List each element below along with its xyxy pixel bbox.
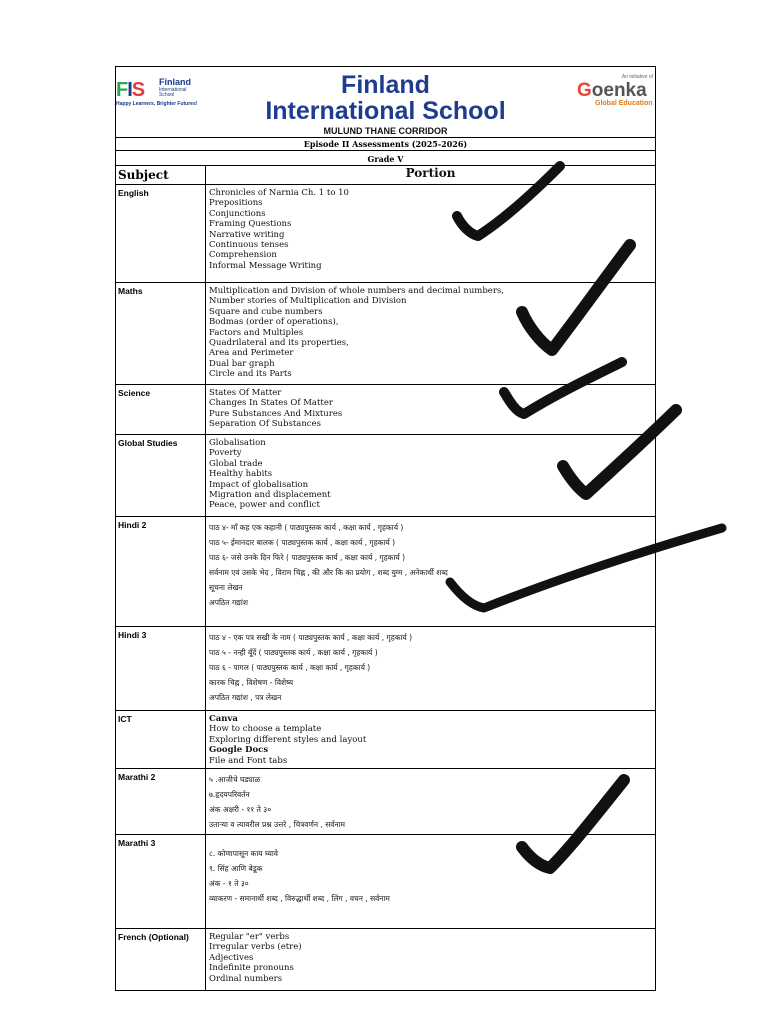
portion-item: Canva [209, 714, 238, 724]
portion-item: Narrative writing [209, 229, 285, 240]
portion-item: Framing Questions [209, 219, 292, 230]
portion-item: File and Font tabs [209, 755, 288, 766]
table-row [116, 517, 655, 627]
table-header-row [116, 166, 655, 185]
subject-cell: ICT [116, 711, 206, 769]
portion-item: सर्वनाम एवं उसके भेद , विराम चिह्न , की और कि का प्रयोग , शब्द युग्म , अनेकार्थी शब्द [209, 568, 448, 577]
portion-item: Regular "er" verbs [209, 932, 290, 942]
portion-item: Adjectives [209, 952, 254, 963]
school-title-line1: Finland [341, 71, 430, 99]
portion-item: पाठ ५ - नन्ही बूँदें ( पाठ्यपुस्तक कार्य , कक्षा कार्य , गृहकार्य ) [209, 648, 378, 657]
portion-item: अंक अक्षरी - ११ ते ३० [209, 805, 272, 814]
subject-cell: Hindi 3 [116, 627, 206, 711]
portion-item: पाठ ४ - एक पत्र सखी के नाम ( पाठ्यपुस्तक कार्य , कक्षा कार्य , गृहकार्य ) [209, 633, 413, 642]
portion-item: Bodmas (order of operations), [209, 317, 339, 328]
portion-cell [206, 711, 656, 769]
table-row [116, 929, 655, 991]
portion-cell [206, 769, 656, 835]
grade-title: Grade V [116, 150, 655, 165]
portion-cell [206, 929, 656, 991]
portion-cell [206, 185, 656, 283]
portion-cell [206, 517, 656, 627]
portion-item: Conjunctions [209, 208, 266, 219]
subject-cell: Marathi 3 [116, 835, 206, 929]
portion-item: States Of Matter [209, 388, 282, 398]
portion-item: Changes In States Of Matter [209, 398, 333, 409]
portion-item: व्याकरण - समानार्थी शब्द , विरुद्धार्थी शब्द , लिंग , वचन , सर्वनाम [209, 894, 390, 903]
portion-item: अपठित गद्यांश , पत्र लेखन [209, 693, 282, 702]
portion-table [116, 165, 655, 990]
portion-item: अपठित गद्यांश [209, 598, 248, 607]
portion-item: Globalisation [209, 438, 266, 448]
portion-item: Dual bar graph [209, 358, 275, 369]
school-header [116, 67, 655, 137]
portion-item: Number stories of Multiplication and Division [209, 296, 407, 307]
portion-item: Area and Perimeter [209, 348, 294, 359]
portion-cell [206, 435, 656, 517]
fis-logo-sub: International School [159, 87, 187, 98]
portion-item: Circle and its Parts [209, 369, 292, 380]
table-row [116, 435, 655, 517]
portion-item: Square and cube numbers [209, 306, 323, 317]
portion-item: Healthy habits [209, 469, 273, 480]
portion-item: पाठ ५- ईमानदार बालक ( पाठ्यपुस्तक कार्य , कक्षा कार्य , गृहकार्य ) [209, 538, 396, 547]
subject-cell: Global Studies [116, 435, 206, 517]
subject-cell: Maths [116, 283, 206, 385]
document-page [115, 66, 656, 991]
subject-cell: French (Optional) [116, 929, 206, 991]
subject-cell: English [116, 185, 206, 283]
portion-item: सूचना लेखन [209, 583, 243, 592]
portion-item: Google Docs [209, 745, 269, 756]
table-row [116, 385, 655, 435]
portion-item: Irregular verbs (etre) [209, 942, 302, 953]
portion-item: Peace, power and conflict [209, 500, 320, 511]
portion-item: Continuous tenses [209, 240, 289, 251]
portion-item: Prepositions [209, 198, 263, 209]
portion-item: Indefinite pronouns [209, 963, 294, 974]
portion-item: Migration and displacement [209, 490, 331, 501]
portion-item: पाठ ६- जसे उनके दिन फिरे ( पाठ्यपुस्तक कार्य , कक्षा कार्य , गृहकार्य ) [209, 553, 406, 562]
table-row [116, 185, 655, 283]
portion-item: Ordinal numbers [209, 973, 283, 984]
portion-cell [206, 385, 656, 435]
portion-item: How to choose a template [209, 724, 322, 735]
episode-title: Episode II Assessments (2025-2026) [116, 137, 655, 150]
fis-logo-tagline: Happy Learners, Brighter Futures! [116, 101, 198, 107]
portion-item: Exploring different styles and layout [209, 734, 367, 745]
portion-cell [206, 627, 656, 711]
portion-item: Quadrilateral and its properties, [209, 338, 349, 349]
portion-header: Portion [206, 166, 656, 185]
portion-cell [206, 835, 656, 929]
subject-cell: Marathi 2 [116, 769, 206, 835]
goenka-sub: Global Education [595, 100, 653, 107]
portion-item: उताऱ्या व त्यावरील प्रश्न उत्तरे , चित्रवर्णन , सर्वनाम [209, 820, 346, 829]
subject-header: Subject [116, 166, 206, 185]
portion-item: Impact of globalisation [209, 479, 309, 490]
table-row [116, 711, 655, 769]
portion-item: ८. कोणापासून काय घ्यावे [209, 849, 278, 858]
portion-item: Chronicles of Narnia Ch. 1 to 10 [209, 188, 349, 198]
table-row [116, 627, 655, 711]
subject-cell: Science [116, 385, 206, 435]
campus-name: MULUND THANE CORRIDOR [323, 126, 448, 136]
goenka-initiative: An initiative of [621, 74, 653, 80]
portion-item: ७.हृदयपरिवर्तन [209, 790, 250, 799]
portion-item: कारक चिह्न , विशेषण - विशेष्य [209, 678, 294, 687]
portion-item: Global trade [209, 458, 263, 469]
table-row [116, 283, 655, 385]
table-row [116, 835, 655, 929]
portion-item: Poverty [209, 448, 242, 459]
portion-item: Separation Of Substances [209, 419, 321, 430]
goenka-logo [575, 74, 655, 114]
portion-item: Multiplication and Division of whole numbers and decimal numbers, [209, 286, 504, 296]
school-title-line2: International School [265, 97, 506, 125]
portion-item: Comprehension [209, 250, 277, 261]
portion-item: Factors and Multiples [209, 327, 304, 338]
fis-logo-mark: FIS [116, 79, 145, 101]
portion-item: Informal Message Writing [209, 260, 322, 271]
portion-item: Pure Substances And Mixtures [209, 408, 343, 419]
portion-item: पाठ ४- माँ कह एक कहानी ( पाठ्यपुस्तक कार्य , कक्षा कार्य , गृहकार्य ) [209, 523, 404, 532]
fis-logo-name: Finland [159, 77, 191, 87]
table-row [116, 769, 655, 835]
portion-table-body [116, 166, 655, 991]
portion-item: अंक - १ ते ३० [209, 879, 249, 888]
portion-cell [206, 283, 656, 385]
portion-item: ९. सिंह आणि बेडूक [209, 864, 263, 873]
portion-item: ५ .आजीचे घड्याळ [209, 775, 261, 784]
goenka-name: Goenka [577, 80, 647, 101]
portion-item: पाठ ६ - पागल ( पाठ्यपुस्तक कार्य , कक्षा कार्य , गृहकार्य ) [209, 663, 371, 672]
subject-cell: Hindi 2 [116, 517, 206, 627]
